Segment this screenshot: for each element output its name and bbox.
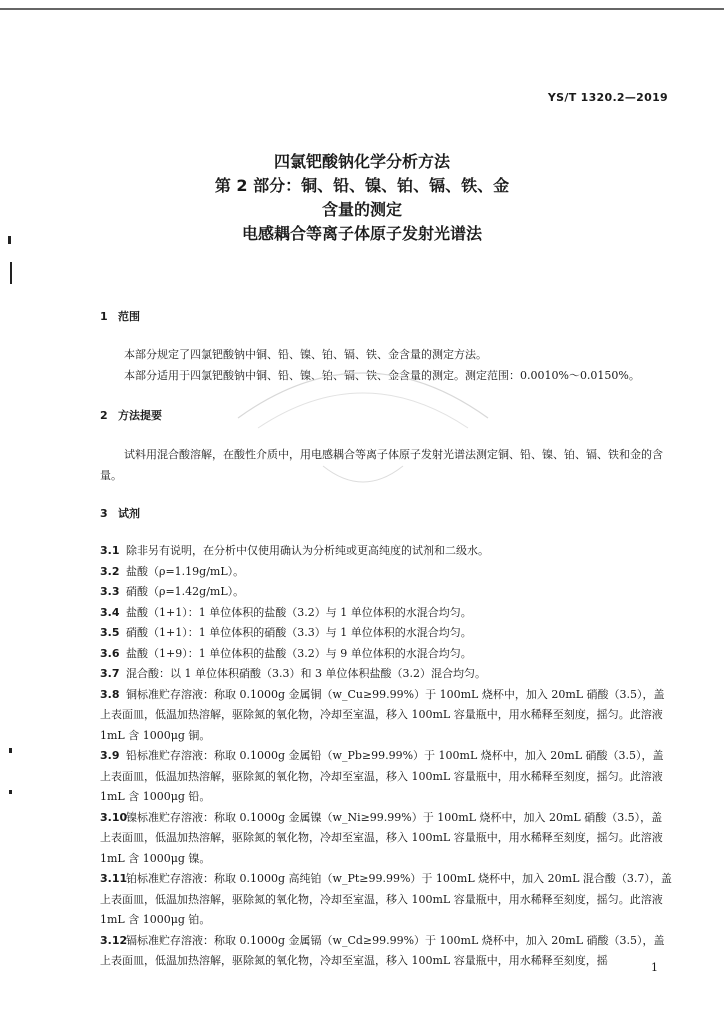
section-title: 范围: [118, 310, 140, 323]
item-number: 3.11: [100, 872, 128, 885]
item-text: 铜标准贮存溶液：称取 0.1000g 金属铜（w_Cu≥99.99%）于 100mL 烧杯中，加入 20mL 硝酸（3.5），盖上表面皿，低温加热溶解，驱除氮的氧化物，冷却至室温，移入 100mL 容量瓶中，用水稀释至刻度，摇匀。此溶液 1mL 含 1000μg 铜。: [100, 687, 665, 742]
reagent-item: [100, 562, 672, 583]
item-number: 3.5: [100, 626, 120, 639]
reagent-item: [100, 746, 672, 808]
page-number: 1: [651, 961, 658, 974]
item-text: 硝酸（ρ=1.42g/mL）。: [126, 585, 245, 598]
item-text: 镍标准贮存溶液：称取 0.1000g 金属镍（w_Ni≥99.99%）于 100mL 烧杯中，加入 20mL 硝酸（3.5），盖上表面皿，低温加热溶解，驱除氮的氧化物，冷却至室温，移入 100mL 容量瓶中，用水稀释至刻度，摇匀。此溶液 1mL 含 1000μg 镍。: [100, 810, 663, 865]
section-number: 2: [100, 409, 108, 422]
title-line-2: 第 2 部分：铜、铅、镍、铂、镉、铁、金: [214, 176, 510, 195]
scope-paragraph-2: 本部分适用于四氯钯酸钠中铜、铅、镍、铂、镉、铁、金含量的测定。测定范围：0.0010%～0.0150%。: [124, 369, 640, 382]
reagent-list: [100, 541, 672, 972]
item-text: 除非另有说明，在分析中仅使用确认为分析纯或更高纯度的试剂和二级水。: [126, 544, 489, 557]
section-heading-reagents: [100, 505, 140, 521]
item-text: 盐酸（1+1）：1 单位体积的盐酸（3.2）与 1 单位体积的水混合均匀。: [126, 605, 472, 619]
section-title: 方法提要: [118, 409, 162, 422]
item-text: 硝酸（1+1）：1 单位体积的硝酸（3.3）与 1 单位体积的水混合均匀。: [126, 626, 472, 639]
item-text: 混合酸：以 1 单位体积硝酸（3.3）和 3 单位体积盐酸（3.2）混合均匀。: [126, 667, 486, 680]
section-title: 试剂: [118, 507, 140, 520]
item-text: 铂标准贮存溶液：称取 0.1000g 高纯铂（w_Pt≥99.99%）于 100mL 烧杯中，加入 20mL 混合酸（3.7），盖上表面皿，低温加热溶解，驱除氮的氧化物，冷却至室温，移入 100mL 容量瓶中，用水稀释至刻度，摇匀。此溶液 1mL 含 1000μg 铂。: [100, 872, 672, 926]
item-number: 3.1: [100, 544, 120, 557]
document-title: [0, 150, 724, 246]
section-number: 3: [100, 507, 108, 520]
item-number: 3.2: [100, 564, 120, 578]
reagent-item: [100, 808, 672, 870]
item-number: 3.4: [100, 605, 120, 619]
reagent-item: [100, 582, 672, 603]
item-number: 3.7: [100, 667, 120, 680]
scan-mark: [9, 790, 12, 794]
item-text: 盐酸（1+9）：1 单位体积的盐酸（3.2）与 9 单位体积的水混合均匀。: [126, 646, 472, 660]
scan-mark: [10, 262, 12, 284]
method-paragraph-1: 试料用混合酸溶解，在酸性介质中，用电感耦合等离子体原子发射光谱法测定铜、铅、镍、铂、镉、铁和金的含量。: [100, 448, 663, 482]
reagent-item: [100, 931, 672, 972]
standard-code: YS/T 1320.2—2019: [547, 91, 668, 104]
top-rule: [0, 8, 724, 10]
item-number: 3.9: [100, 749, 120, 762]
item-number: 3.8: [100, 687, 120, 701]
item-text: 铅标准贮存溶液：称取 0.1000g 金属铅（w_Pb≥99.99%）于 100mL 烧杯中，加入 20mL 硝酸（3.5），盖上表面皿，低温加热溶解，驱除氮的氧化物，冷却至室温，移入 100mL 容量瓶中，用水稀释至刻度，摇匀。此溶液 1mL 含 1000μg 铅。: [100, 749, 664, 803]
reagent-item: [100, 623, 672, 644]
section-heading-scope: [100, 308, 140, 324]
section-number: 1: [100, 310, 108, 323]
item-number: 3.6: [100, 646, 120, 660]
item-number: 3.12: [100, 933, 128, 947]
item-text: 盐酸（ρ=1.19g/mL）。: [126, 564, 245, 578]
reagent-item: [100, 685, 672, 747]
title-line-1: 四氯钯酸钠化学分析方法: [273, 152, 450, 171]
item-number: 3.3: [100, 585, 120, 598]
section-heading-method: [100, 407, 162, 423]
reagent-item: [100, 541, 672, 562]
reagent-item: [100, 869, 672, 931]
scan-mark: [8, 236, 11, 244]
item-number: 3.10: [100, 810, 128, 824]
scope-paragraph-1: 本部分规定了四氯钯酸钠中铜、铅、镍、铂、镉、铁、金含量的测定方法。: [124, 348, 487, 361]
scan-mark: [9, 748, 12, 753]
title-line-3: 含量的测定: [321, 200, 402, 219]
title-line-4: 电感耦合等离子体原子发射光谱法: [241, 224, 482, 243]
item-text: 镉标准贮存溶液：称取 0.1000g 金属镉（w_Cd≥99.99%）于 100mL 烧杯中，加入 20mL 硝酸（3.5），盖上表面皿，低温加热溶解，驱除氮的氧化物，冷却至室温，移入 100mL 容量瓶中，用水稀释至刻度，摇: [100, 933, 665, 967]
reagent-item: [100, 664, 672, 685]
reagent-item: [100, 603, 672, 624]
reagent-item: [100, 644, 672, 665]
watermark-seal: [228, 348, 498, 498]
